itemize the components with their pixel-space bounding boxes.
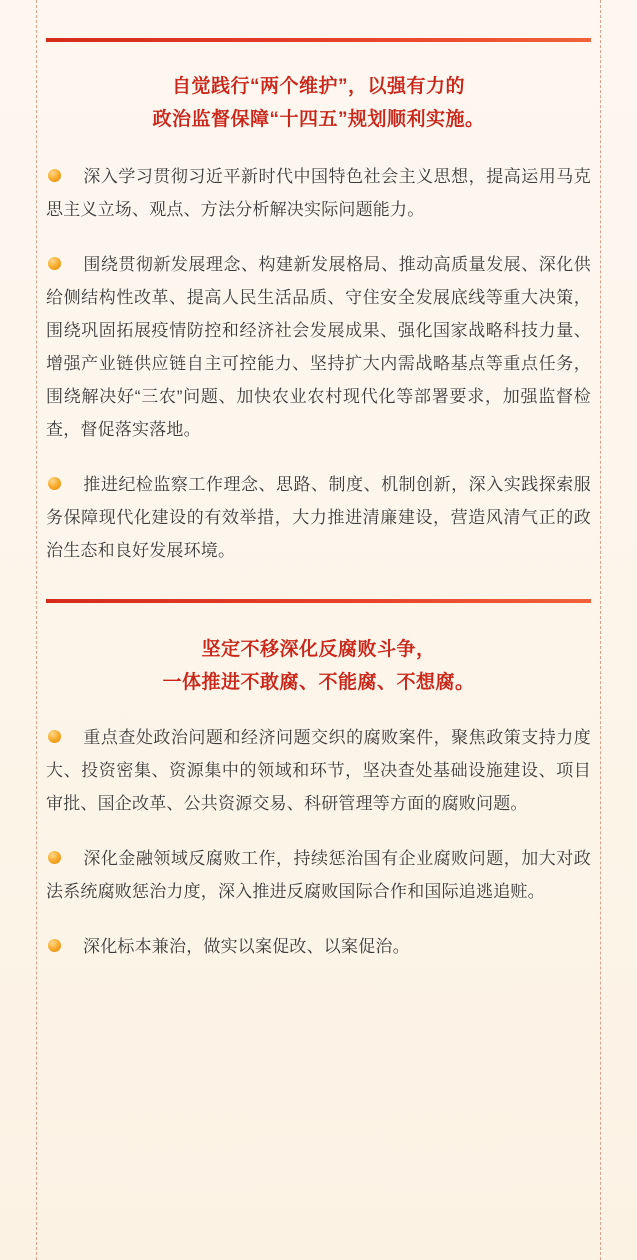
section-anti-corruption — [46, 567, 591, 963]
paragraph-text: 深化标本兼治，做实以案促改、以案促治。 — [83, 937, 410, 956]
paragraph-text: 重点查处政治问题和经济问题交织的腐败案件，聚焦政策支持力度大、投资密集、资源集中的领域和环节，坚决查处基础设施建设、项目审批、国企改革、公共资源交易、科研管理等方面的腐败问题。 — [46, 728, 591, 813]
paragraph — [46, 930, 591, 963]
paragraph-text: 深入学习贯彻习近平新时代中国特色社会主义思想，提高运用马克思主义立场、观点、方法分析解决实际问题能力。 — [46, 167, 591, 219]
bullet-dot-icon — [48, 257, 61, 270]
paragraph — [46, 842, 591, 908]
paragraph — [46, 468, 591, 567]
right-dashed-border — [600, 0, 601, 1260]
bullet-dot-icon — [48, 169, 61, 182]
paragraph — [46, 721, 591, 820]
section-heading — [46, 633, 591, 699]
paragraph — [46, 160, 591, 226]
section-heading — [46, 70, 591, 136]
section-divider-rule — [46, 599, 591, 603]
bullet-dot-icon — [48, 939, 61, 952]
section-heading-line-1: 坚定不移深化反腐败斗争， — [201, 639, 436, 660]
section-heading-line-2: 政治监督保障“十四五”规划顺利实施。 — [152, 109, 485, 130]
bullet-dot-icon — [48, 730, 61, 743]
paragraph-text: 推进纪检监察工作理念、思路、制度、机制创新，深入实践探索服务保障现代化建设的有效举措，大力推进清廉建设，营造风清气正的政治生态和良好发展环境。 — [46, 475, 591, 560]
section-heading-line-1: 自觉践行“两个维护”，以强有力的 — [171, 76, 465, 97]
bullet-dot-icon — [48, 477, 61, 490]
section-divider-rule — [46, 38, 591, 42]
paragraph-text: 围绕贯彻新发展理念、构建新发展格局、推动高质量发展、深化供给侧结构性改革、提高人民生活品质、守住安全发展底线等重大决策，围绕巩固拓展疫情防控和经济社会发展成果、强化国家战略科技力量、增强产业链供应链自主可控能力、坚持扩大内需战略基点等重点任务，围绕解决好“三农”问题、加快农业农村现代化等部署要求，加强监督检查，督促落实落地。 — [46, 255, 591, 439]
paragraph-text: 深化金融领域反腐败工作，持续惩治国有企业腐败问题，加大对政法系统腐败惩治力度，深入推进反腐败国际合作和国际追逃追赃。 — [46, 849, 591, 901]
bullet-dot-icon — [48, 851, 61, 864]
section-political-supervision — [46, 0, 591, 567]
paragraph — [46, 248, 591, 446]
left-dashed-border — [36, 0, 37, 1260]
content-column — [46, 0, 591, 1260]
section-heading-line-2: 一体推进不敢腐、不能腐、不想腐。 — [162, 672, 475, 693]
